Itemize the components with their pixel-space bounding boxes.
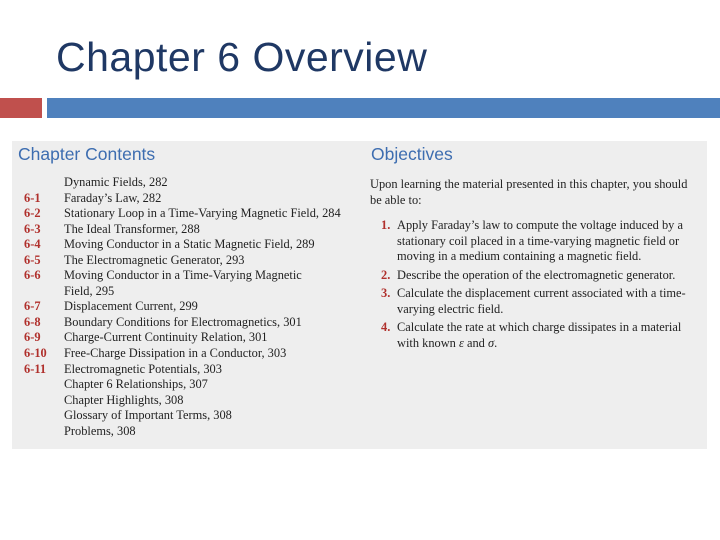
section-title: Chapter 6 Relationships, 307	[64, 377, 208, 392]
slide-title: Chapter 6 Overview	[56, 34, 428, 80]
section-number: 6-2	[24, 206, 41, 221]
accent-bar-blue	[47, 98, 720, 118]
objective-number: 4.	[381, 320, 391, 335]
list-item	[12, 299, 372, 315]
list-item	[12, 268, 372, 284]
list-item	[12, 175, 372, 191]
objective-item-4	[370, 320, 705, 351]
list-item	[12, 222, 372, 238]
contents-list	[12, 175, 372, 439]
objective-text: Describe the operation of the electromagnetic generator.	[397, 267, 676, 282]
section-title: Problems, 308	[64, 423, 136, 438]
objective-number: 2.	[381, 267, 391, 282]
objective-item-1	[370, 218, 705, 265]
section-number: 6-1	[24, 190, 41, 205]
section-title: Moving Conductor in a Static Magnetic Field, 289	[64, 237, 315, 252]
list-item	[12, 330, 372, 346]
sigma-symbol: σ	[487, 335, 495, 350]
objective-number: 1.	[381, 218, 391, 233]
objective-text: Calculate the rate at which charge dissipates in a material	[397, 320, 682, 335]
section-title: The Electromagnetic Generator, 293	[64, 252, 245, 267]
objective-text: and	[463, 335, 488, 350]
objective-text: .	[494, 335, 498, 350]
section-number: 6-5	[24, 252, 41, 267]
section-title: Moving Conductor in a Time-Varying Magnetic	[64, 268, 302, 283]
section-title: Free-Charge Dissipation in a Conductor, 303	[64, 346, 287, 361]
list-item	[12, 191, 372, 207]
section-number: 6-10	[24, 346, 47, 361]
objective-text: Calculate the displacement current associated with a time-	[397, 286, 686, 301]
list-item	[12, 253, 372, 269]
chapter-overview-image	[12, 141, 707, 449]
objective-text: with known	[397, 335, 459, 350]
section-title: Faraday’s Law, 282	[64, 190, 162, 205]
objectives-heading: Objectives	[371, 144, 453, 164]
list-item	[12, 315, 372, 331]
list-item	[12, 346, 372, 362]
section-title: Boundary Conditions for Electromagnetics, 301	[64, 314, 302, 329]
section-number: 6-4	[24, 237, 41, 252]
section-title: Chapter Highlights, 308	[64, 392, 184, 407]
section-title: Glossary of Important Terms, 308	[64, 408, 232, 423]
section-number: 6-9	[24, 330, 41, 345]
section-title: The Ideal Transformer, 288	[64, 221, 200, 236]
epsilon-symbol: ε	[458, 335, 464, 350]
objective-text: Apply Faraday’s law to compute the voltage induced by a	[397, 218, 683, 233]
objective-text: stationary coil placed in a time-varying magnetic field or	[397, 233, 680, 248]
section-title: Electromagnetic Potentials, 303	[64, 361, 222, 376]
section-title: Charge-Current Continuity Relation, 301	[64, 330, 268, 345]
objective-item-3	[370, 286, 705, 317]
list-item	[12, 408, 372, 424]
section-number: 6-8	[24, 314, 41, 329]
section-number: 6-7	[24, 299, 41, 314]
accent-bar-red	[0, 98, 42, 118]
objective-text: moving in a medium containing a magnetic field.	[397, 249, 642, 264]
section-number: 6-3	[24, 221, 41, 236]
objectives-intro: be able to:	[370, 192, 422, 207]
list-item	[12, 284, 372, 300]
objective-text-formula	[397, 336, 705, 352]
list-item	[12, 424, 372, 440]
objectives-intro: Upon learning the material presented in this chapter, you should	[370, 177, 688, 191]
section-number: 6-11	[24, 361, 47, 376]
objectives-list	[370, 177, 705, 351]
objective-number: 3.	[381, 286, 391, 301]
section-number: 6-6	[24, 268, 41, 283]
objective-text: varying electric field.	[397, 301, 504, 316]
objective-item-2	[370, 268, 705, 284]
list-item	[12, 206, 372, 222]
section-title: Stationary Loop in a Time-Varying Magnetic Field, 284	[64, 206, 341, 221]
section-title: Dynamic Fields, 282	[64, 175, 168, 189]
list-item	[12, 377, 372, 393]
contents-heading: Chapter Contents	[18, 144, 156, 164]
section-title: Displacement Current, 299	[64, 299, 198, 314]
list-item	[12, 393, 372, 409]
list-item	[12, 362, 372, 378]
section-title: Field, 295	[64, 283, 115, 298]
list-item	[12, 237, 372, 253]
